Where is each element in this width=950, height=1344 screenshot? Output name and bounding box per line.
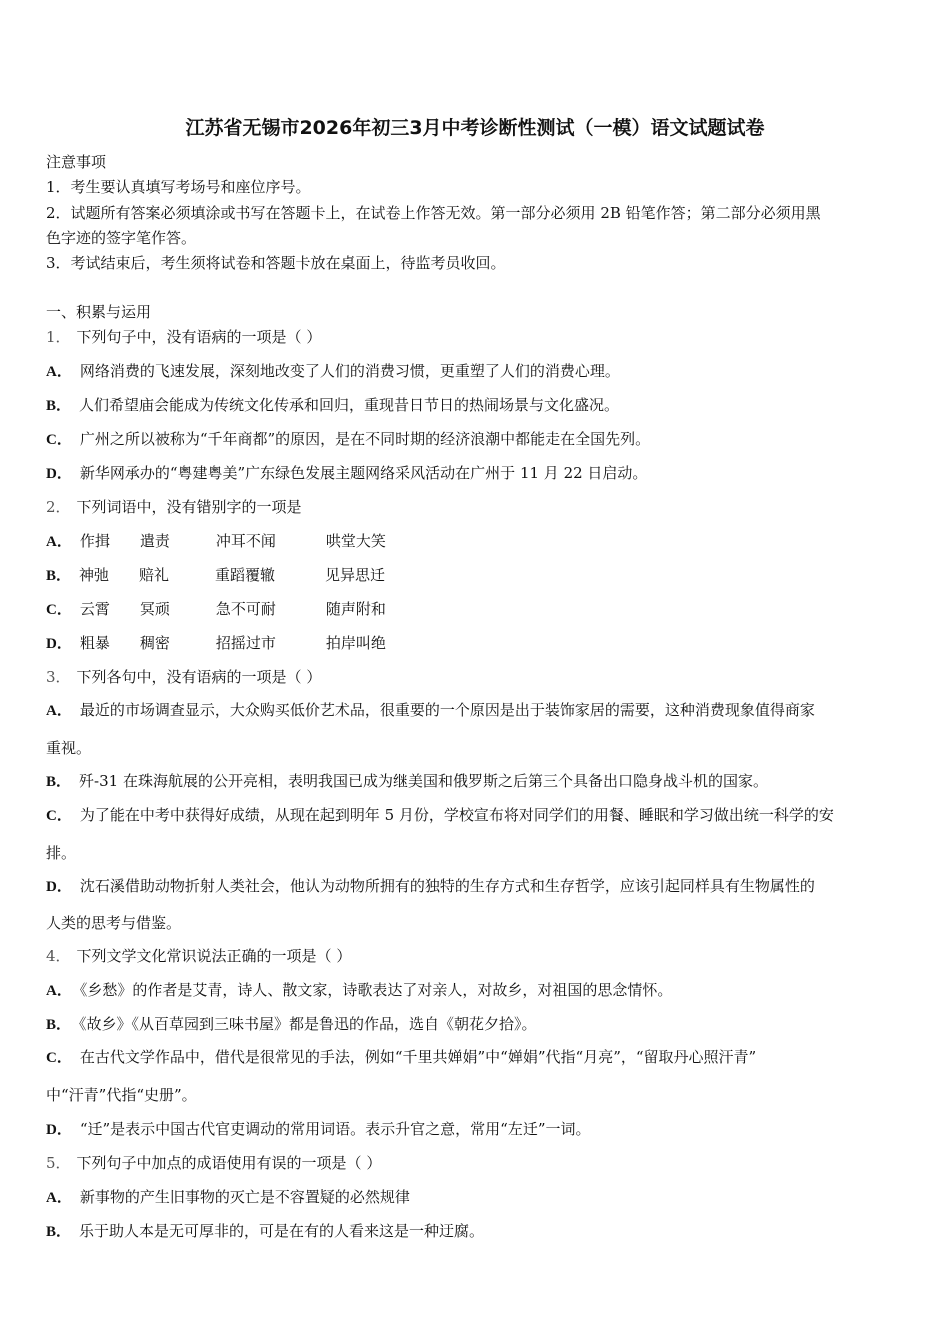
option-b: [46, 395, 619, 416]
option-label: C．: [46, 602, 72, 618]
question-number: 5．: [46, 1154, 71, 1172]
notice-item: 3．考试结束后，考生须将试卷和答题卡放在桌面上，待监考员收回。: [46, 254, 506, 272]
option-word: 见异思迁: [325, 566, 386, 584]
option-word: 粗暴: [79, 634, 110, 652]
option-text: 《乡愁》的作者是艾青，诗人、散文家，诗歌表达了对亲人，对故乡，对祖国的思念情怀。: [79, 981, 673, 999]
option-label: B．: [46, 398, 72, 414]
option-b: [46, 771, 768, 792]
option-label: C．: [46, 808, 72, 824]
question-4-stem: [46, 946, 351, 966]
option-c: [46, 805, 834, 826]
option-label: A．: [46, 983, 72, 999]
option-word: 稠密: [139, 634, 170, 652]
option-word: 神弛: [79, 566, 110, 584]
option-a: [46, 1187, 410, 1208]
option-label: A．: [46, 1190, 72, 1206]
option-word: 作揖: [79, 532, 110, 550]
section-heading: 一、积累与运用: [46, 303, 152, 321]
option-label: B．: [46, 1224, 72, 1240]
option-label: C．: [46, 1050, 72, 1066]
question-text: 下列句子中，没有语病的一项是（ ）: [76, 328, 322, 346]
notice-item: 2．试题所有答案必须填涂或书写在答题卡上，在试卷上作答无效。第一部分必须用 2B 铅笔作答；第二部分必须用黑: [46, 204, 821, 222]
question-text: 下列句子中加点的成语使用有误的一项是（ ）: [76, 1154, 382, 1172]
option-label: D．: [46, 879, 72, 895]
option-word: 哄堂大笑: [325, 532, 386, 550]
option-d: [46, 633, 386, 654]
option-b: [46, 1221, 484, 1242]
option-d: [46, 876, 815, 897]
question-number: 3．: [46, 668, 71, 686]
option-a: [46, 531, 386, 552]
exam-title: 江苏省无锡市2026年初三3月中考诊断性测试（一模）语文试题试卷: [185, 117, 765, 139]
option-c: [46, 1047, 756, 1068]
option-text: 网络消费的飞速发展，深刻地改变了人们的消费习惯，更重塑了人们的消费心理。: [79, 362, 620, 380]
question-text: 下列文学文化常识说法正确的一项是（ ）: [76, 947, 352, 965]
option-label: D．: [46, 1122, 72, 1138]
option-text: 新华网承办的“粤建粤美”广东绿色发展主题网络采风活动在广州于 11 月 22 日启动。: [79, 464, 648, 482]
question-number: 2．: [46, 498, 71, 516]
option-word: 急不可耐: [215, 600, 276, 618]
option-a: [46, 700, 815, 721]
option-word: 赔礼: [139, 566, 170, 584]
option-b: [46, 565, 385, 586]
question-number: 1．: [46, 328, 71, 346]
option-a: [46, 361, 620, 382]
option-text: 在古代文学作品中，借代是很常见的手法，例如“千里共婵娟”中“婵娟”代指“月亮”，“留取丹心照汗青”: [79, 1048, 757, 1066]
option-a-continued: 重视。: [46, 739, 92, 757]
option-a: [46, 980, 672, 1001]
option-label: B．: [46, 568, 72, 584]
option-label: A．: [46, 703, 72, 719]
option-d-continued: 人类的思考与借鉴。: [46, 914, 182, 932]
option-c: [46, 429, 650, 450]
option-text: 乐于助人本是无可厚非的，可是在有的人看来这是一种迂腐。: [79, 1222, 485, 1240]
option-word: 冲耳不闻: [215, 532, 276, 550]
question-1-stem: [46, 327, 321, 347]
notice-heading: 注意事项: [46, 153, 107, 171]
option-text: 《故乡》《从百草园到三味书屋》都是鲁迅的作品，选自《朝花夕拾》。: [79, 1015, 537, 1033]
option-label: C．: [46, 432, 72, 448]
option-c: [46, 599, 386, 620]
option-label: A．: [46, 534, 72, 550]
question-number: 4．: [46, 947, 71, 965]
option-text: 新事物的产生旧事物的灭亡是不容置疑的必然规律: [79, 1188, 410, 1206]
option-text: 歼-31 在珠海航展的公开亮相，表明我国已成为继美国和俄罗斯之后第三个具备出口隐身战斗机的国家。: [79, 772, 768, 790]
notice-item: 色字迹的签字笔作答。: [46, 229, 197, 247]
option-label: A．: [46, 364, 72, 380]
option-word: 拍岸叫绝: [325, 634, 386, 652]
option-label: D．: [46, 636, 72, 652]
option-b: [46, 1014, 537, 1035]
option-text: 人们希望庙会能成为传统文化传承和回归，重现昔日节日的热闹场景与文化盛况。: [79, 396, 620, 414]
question-3-stem: [46, 667, 321, 687]
question-2-stem: [46, 497, 302, 517]
option-label: B．: [46, 774, 72, 790]
question-text: 下列各句中，没有语病的一项是（ ）: [76, 668, 322, 686]
option-d: [46, 463, 647, 484]
option-c-continued: 排。: [46, 844, 77, 862]
option-word: 云霄: [79, 600, 110, 618]
option-text: 广州之所以被称为“千年商都”的原因，是在不同时期的经济浪潮中都能走在全国先列。: [79, 430, 651, 448]
option-d: [46, 1119, 591, 1140]
option-text: “迁”是表示中国古代官吏调动的常用词语。表示升官之意，常用“左迁”一词。: [79, 1120, 591, 1138]
notice-item: 1．考生要认真填写考场号和座位序号。: [46, 178, 311, 196]
option-word: 招摇过市: [215, 634, 276, 652]
option-text: 沈石溪借助动物折射人类社会，他认为动物所拥有的独特的生存方式和生存哲学，应该引起同样具有生物属性的: [79, 877, 815, 895]
option-c-continued: 中“汗青”代指“史册”。: [46, 1086, 197, 1104]
option-label: B．: [46, 1017, 72, 1033]
question-5-stem: [46, 1153, 381, 1173]
option-word: 随声附和: [325, 600, 386, 618]
option-word: 重蹈覆辙: [215, 566, 276, 584]
option-word: 冥顽: [139, 600, 170, 618]
option-word: 遣责: [139, 532, 170, 550]
option-text: 为了能在中考中获得好成绩，从现在起到明年 5 月份，学校宣布将对同学们的用餐、睡眠和学习做出统一科学的安: [79, 806, 834, 824]
option-text: 最近的市场调查显示，大众购买低价艺术品，很重要的一个原因是出于装饰家居的需要，这种消费现象值得商家: [79, 701, 815, 719]
option-label: D．: [46, 466, 72, 482]
question-text: 下列词语中，没有错别字的一项是: [76, 498, 302, 516]
